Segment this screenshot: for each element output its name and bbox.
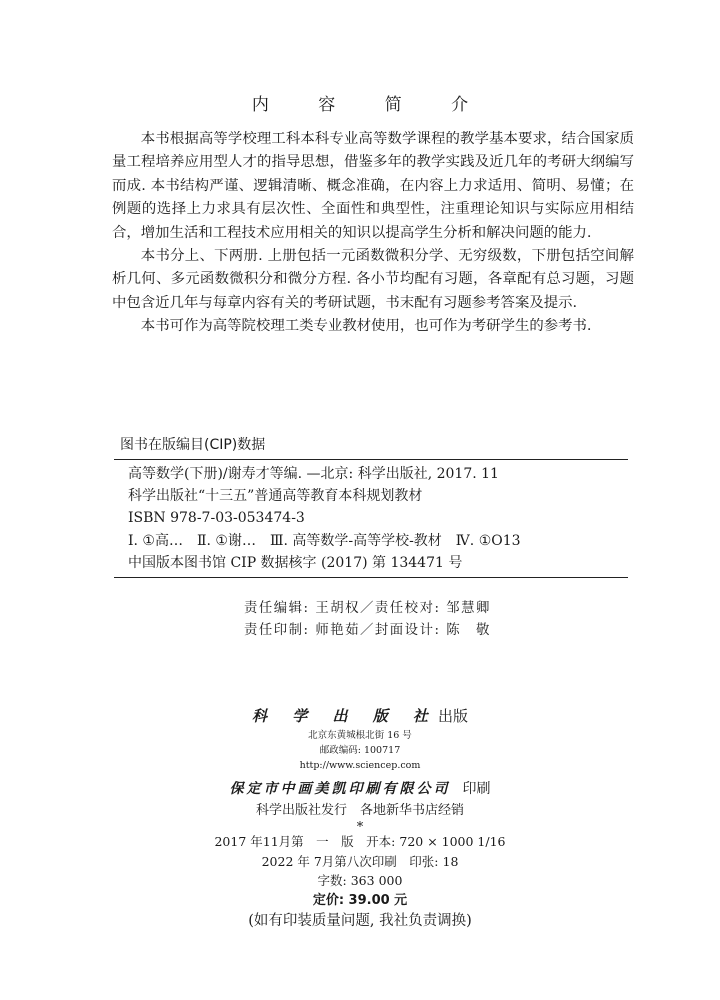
publisher-name: 科 学 出 版 社	[252, 707, 438, 725]
cip-line-title: 高等数学(下册)/谢寿才等编. —北京: 科学出版社, 2017. 11	[128, 466, 499, 482]
price: 定价: 39.00 元	[312, 892, 408, 908]
word-count: 字数: 363 000	[317, 873, 403, 888]
publisher-address: 北京东黄城根北街 16 号	[308, 730, 412, 741]
quality-note: (如有印装质量问题, 我社负责调换)	[248, 913, 472, 929]
cip-bottom-rule	[114, 577, 628, 578]
publisher-url: http://www.sciencep.com	[299, 760, 421, 771]
cip-line-series: 科学出版社“十三五”普通高等教育本科规划教材	[128, 488, 423, 505]
publisher-name-line	[0, 704, 720, 728]
printer-line	[0, 777, 720, 801]
cip-heading: 图书在版编目(CIP)数据	[114, 434, 628, 460]
cip-body	[114, 460, 628, 577]
editor-credit-line: 责任编辑: 王胡权／责任校对: 邹慧卿	[244, 601, 491, 616]
edition-line: 2017 年11月第 一 版 开本: 720 × 1000 1/16	[214, 834, 506, 849]
publisher-block	[0, 704, 720, 835]
printer-suffix: 印刷	[462, 781, 491, 797]
distribution-line: 科学出版社发行 各地新华书店经销	[255, 803, 464, 818]
publisher-postcode: 邮政编码: 100717	[319, 745, 401, 756]
cip-block	[114, 434, 628, 578]
separator-star: *	[356, 820, 364, 835]
printing-line: 2022 年 7月第八次印刷 印张: 18	[261, 853, 459, 869]
publisher-name-suffix: 出版	[437, 707, 468, 725]
summary-paragraph-1: 本书根据高等学校理工科本科专业高等数学课程的教学基本要求，结合国家质量工程培养应用型人才的指导思想，借鉴多年的教学实践及近几年的考研大纲编写而成. 本书结构严谨、逻辑清晰、概念准确，在内容上力求适用、简明、易懂；在例题的选择上力求具有层次性、全面性和典型性，注重理论知识与实际应用相结合，增加生活和工程技术应用相关的知识以提高学生分析和解决问题的能力.	[112, 131, 634, 241]
cip-line-classification: Ⅰ. ①高… Ⅱ. ①谢… Ⅲ. 高等数学-高等学校-教材 Ⅳ. ①O13	[128, 532, 521, 549]
production-credit-line: 责任印制: 师艳茹／封面设计: 陈 敬	[244, 623, 491, 638]
summary-paragraph-3: 本书可作为高等院校理工类专业教材使用，也可作为考研学生的参考书.	[140, 318, 592, 335]
cip-line-record-number: 中国版本图书馆 CIP 数据核字 (2017) 第 134471 号	[128, 554, 463, 571]
printer-name: 保定市中画美凯印刷有限公司	[229, 781, 451, 797]
print-specs	[0, 832, 720, 932]
cip-line-isbn: ISBN 978-7-03-053474-3	[128, 510, 305, 527]
editorial-credits	[244, 598, 491, 642]
summary-paragraph-2: 本书分上、下两册. 上册包括一元函数微积分学、无穷级数，下册包括空间解析几何、多元函数微积分和微分方程. 各小节均配有习题，各章配有总习题，习题中包含近几年与每章内容有关的考研试题，书末配有习题参考答案及提示.	[112, 248, 634, 311]
page-title: 内 容 简 介	[251, 95, 491, 115]
content-summary	[112, 128, 634, 339]
